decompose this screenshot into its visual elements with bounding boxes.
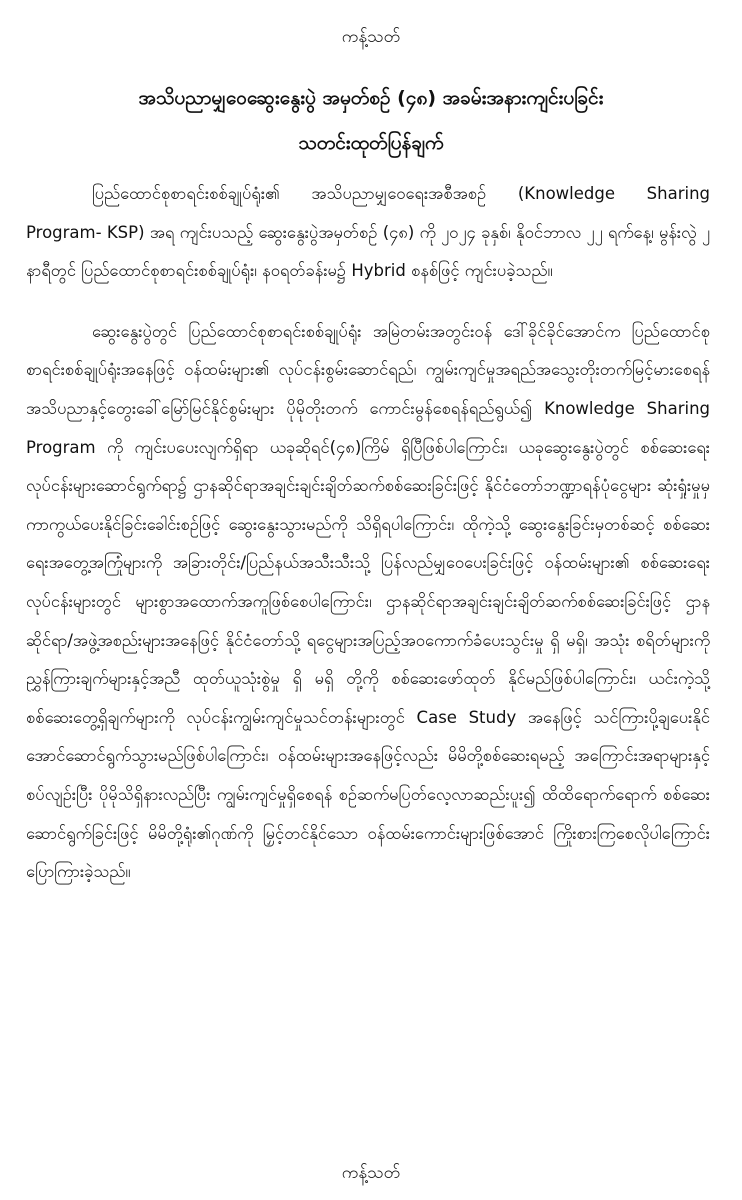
document-subtitle: သတင်းထုတ်ပြန်ချက် <box>298 132 444 154</box>
paragraph-1: ပြည်ထောင်စုစာရင်းစစ်ချုပ်ရုံး၏ အသိပညာမျှဝေရေးအစီအစဉ် (Knowledge Sharing Program- KSP) အရ ကျင်းပသည့် ဆွေးနွေးပွဲအမှတ်စဉ် (၄၈) ကို ၂၀၂၄ ခုနှစ်၊ နိုဝင်ဘာလ ၂၂ ရက်နေ့၊ မွန်းလွဲ ၂ နာရီတွင် ပြည်ထောင်စုစာရင်းစစ်ချုပ်ရုံး၊ နဝရတ်ခန်းမ၌ Hybrid စနစ်ဖြင့် ကျင်းပခဲ့သည်။ <box>26 184 710 281</box>
classification-header: ကန့်သတ် <box>341 27 401 47</box>
classification-footer: ကန့်သတ် <box>341 1163 401 1183</box>
document-title: အသိပညာမျှဝေဆွေးနွေးပွဲ အမှတ်စဉ် (၄၈) အခမ်းအနားကျင်းပခြင်း <box>138 87 604 109</box>
document-body <box>26 175 710 892</box>
paragraph-2: ဆွေးနွေးပွဲတွင် ပြည်ထောင်စုစာရင်းစစ်ချုပ်ရုံး အမြဲတမ်းအတွင်းဝန် ဒေါ်ခိုင်ခိုင်အောင်က ပြည်ထောင်စုစာရင်းစစ်ချုပ်ရုံးအနေဖြင့် ဝန်ထမ်းများ၏ လုပ်ငန်းစွမ်းဆောင်ရည်၊ ကျွမ်းကျင်မှုအရည်အသွေးတိုးတက်မြင့်မားစေရန်အသိပညာနှင့်တွေးခေါ်မြော်မြင်နိုင်စွမ်းများ ပိုမိုတိုးတက် ကောင်းမွန်စေရန်ရည်ရွယ်၍ Knowledge Sharing Program ကို ကျင်းပပေးလျက်ရှိရာ ယခုဆိုရင်(၄၈)ကြိမ် ရှိပြီဖြစ်ပါကြောင်း၊ ယခုဆွေးနွေးပွဲတွင် စစ်ဆေးရေးလုပ်ငန်းများဆောင်ရွက်ရာ၌ ဌာနဆိုင်ရာအချင်းချင်းချိတ်ဆက်စစ်ဆေးခြင်းဖြင့် နိုင်ငံတော်ဘဏ္ဍာရန်ပုံငွေများ ဆုံးရှုံးမှုမှ ကာကွယ်ပေးနိုင်ခြင်းခေါင်းစဉ်ဖြင့် ဆွေးနွေးသွားမည်ကို သိရှိရပါကြောင်း၊ ထိုကဲ့သို့ ဆွေးနွေးခြင်းမှတစ်ဆင့် စစ်ဆေးရေးအတွေ့အကြုံများကို အခြားတိုင်း/ပြည်နယ်အသီးသီးသို့ ပြန်လည်မျှဝေပေးခြင်းဖြင့် ဝန်ထမ်းများ၏ စစ်ဆေးရေးလုပ်ငန်းများတွင် များစွာအထောက်အကူဖြစ်စေပါကြောင်း၊ ဌာနဆိုင်ရာအချင်းချင်းချိတ်ဆက်စစ်ဆေးခြင်းဖြင့် ဌာနဆိုင်ရာ/အဖွဲ့အစည်းများအနေဖြင့် နိုင်ငံတော်သို့ ရငွေများအပြည့်အဝကောက်ခံပေးသွင်းမှု ရှိ မရှိ၊ အသုံး စရိတ်များကို ညွှန်ကြားချက်များနှင့်အညီ ထုတ်ယူသုံးစွဲမှု ရှိ မရှိ တို့ကို စစ်ဆေးဖော်ထုတ် နိုင်မည်ဖြစ်ပါကြောင်း၊ ယင်းကဲ့သို့ စစ်ဆေးတွေ့ရှိချက်များကို လုပ်ငန်းကျွမ်းကျင်မှုသင်တန်းများတွင် Case Study အနေဖြင့် သင်ကြားပို့ချပေးနိုင်အောင်ဆောင်ရွက်သွားမည်ဖြစ်ပါကြောင်း၊ ဝန်ထမ်းများအနေဖြင့်လည်း မိမိတို့စစ်ဆေးရမည့် အကြောင်းအရာများနှင့်စပ်လျဉ်းပြီး ပိုမိုသိရှိနားလည်ပြီး ကျွမ်းကျင်မှုရှိစေရန် စဉ်ဆက်မပြတ်လေ့လာဆည်းပူး၍ ထိထိရောက်ရောက် စစ်ဆေးဆောင်ရွက်ခြင်းဖြင့် မိမိတို့ရုံး၏ဂုဏ်ကို မြှင့်တင်နိုင်သော ဝန်ထမ်းကောင်းများဖြစ်အောင် ကြိုးစားကြစေလိုပါကြောင်း ပြောကြားခဲ့သည်။ <box>26 321 710 882</box>
